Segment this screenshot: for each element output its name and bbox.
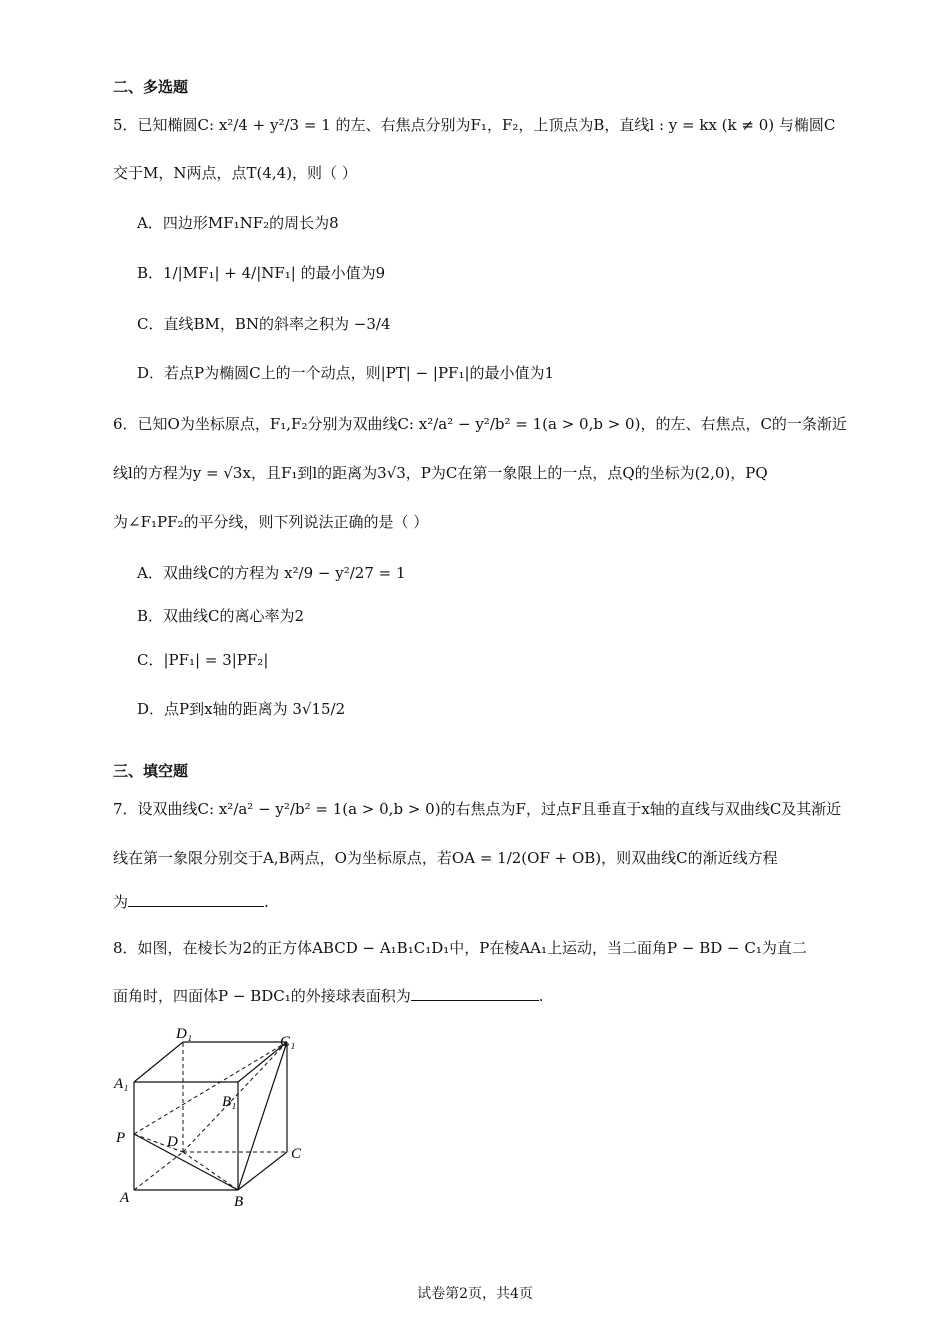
q8-answer-blank[interactable] [411, 986, 539, 1001]
q5-option-a: A．四边形MF₁NF₂的周长为8 [137, 214, 339, 232]
q5-line1: 5．已知椭圆C: x²/4 + y²/3 = 1 的左、右焦点分别为F₁，F₂，上顶点为B，直线l : y = kx (k ≠ 0) 与椭圆C [113, 116, 836, 134]
q5-option-c: C．直线BM，BN的斜率之积为 −3/4 [137, 315, 391, 333]
q7-prefix: 为 [113, 893, 129, 911]
label-a: A [120, 1190, 130, 1206]
q6-option-c: C．|PF₁| = 3|PF₂| [137, 651, 269, 669]
segment-b-d [183, 1152, 238, 1190]
q7-line3 [113, 891, 269, 912]
q6-option-a: A．双曲线C的方程为 x²/9 − y²/27 = 1 [137, 564, 406, 582]
segment-p-b [134, 1134, 238, 1190]
segment-p-c1 [134, 1042, 287, 1134]
q6-option-b: B．双曲线C的离心率为2 [137, 607, 305, 625]
label-b1: B₁ [222, 1094, 237, 1110]
label-b: B [234, 1194, 244, 1210]
q7-answer-blank[interactable] [128, 892, 264, 907]
edge-a-d [134, 1152, 183, 1190]
q8-prefix: 面角时，四面体P − BDC₁的外接球表面积为 [113, 987, 411, 1005]
q6-line3: 为∠F₁PF₂的平分线，则下列说法正确的是（ ） [113, 513, 429, 531]
q6-line2: 线l的方程为y = √3x，且F₁到l的距离为3√3，P为C在第一象限上的一点，点Q的坐标为(2,0)，PQ [113, 464, 768, 482]
q5-option-d: D．若点P为椭圆C上的一个动点，则|PT| − |PF₁|的最小值为1 [137, 364, 555, 382]
edge-b-c [238, 1152, 287, 1190]
section-fill-blank: 三、填空题 [113, 762, 189, 780]
label-c1: C₁ [280, 1034, 296, 1050]
q6-option-d: D．点P到x轴的距离为 3√15/2 [137, 700, 346, 718]
q7-line2: 线在第一象限分别交于A,B两点，O为坐标原点，若OA = 1/2(OF + OB)，则双曲线C的渐近线方程 [113, 849, 778, 867]
q5-line2: 交于M，N两点，点T(4,4)，则（ ） [113, 164, 357, 182]
q6-line1: 6．已知O为坐标原点，F₁,F₂分别为双曲线C: x²/a² − y²/b² = 1(a > 0,b > 0)，的左、右焦点，C的一条渐近 [113, 415, 847, 433]
cube-figure [110, 1022, 320, 1212]
q5-option-b: B．1/|MF₁| + 4/|NF₁| 的最小值为9 [137, 264, 386, 282]
q8-line2 [113, 985, 544, 1006]
section-multi-choice: 二、多选题 [113, 78, 189, 96]
q8-period: . [538, 987, 544, 1005]
q7-period: . [264, 893, 269, 911]
label-a1: A₁ [114, 1076, 129, 1092]
page-footer: 试卷第2页，共4页 [417, 1286, 533, 1302]
edge-a1-d1 [134, 1042, 183, 1082]
segment-b-c1 [238, 1042, 287, 1190]
q8-line1: 8．如图，在棱长为2的正方体ABCD − A₁B₁C₁D₁中，P在棱AA₁上运动，当二面角P − BD − C₁为直二 [113, 939, 807, 957]
label-p: P [116, 1130, 126, 1146]
q7-line1: 7．设双曲线C: x²/a² − y²/b² = 1(a > 0,b > 0)的右焦点为F，过点F且垂直于x轴的直线与双曲线C及其渐近 [113, 800, 842, 818]
label-d1: D₁ [176, 1026, 193, 1042]
label-c: C [291, 1146, 302, 1162]
label-d: D [167, 1134, 178, 1150]
